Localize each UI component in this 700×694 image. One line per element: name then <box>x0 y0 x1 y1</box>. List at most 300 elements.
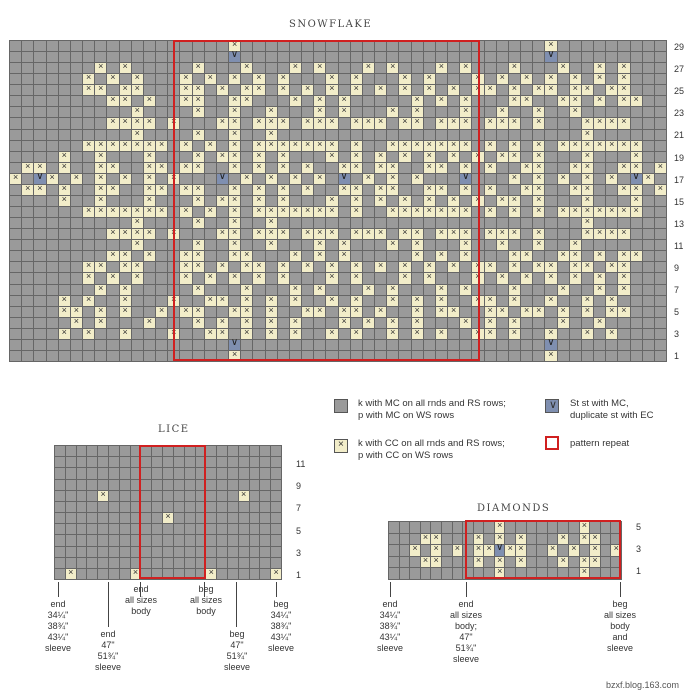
mc-stitch-cell <box>107 307 118 317</box>
mc-stitch-cell <box>152 547 162 557</box>
cc-stitch-cell <box>120 262 131 272</box>
mc-stitch-cell <box>77 569 87 579</box>
cc-stitch-cell <box>314 251 325 261</box>
mc-stitch-cell <box>399 285 410 295</box>
cc-stitch-cell <box>314 141 325 151</box>
mc-stitch-cell <box>643 85 654 95</box>
cc-stitch-cell <box>412 207 423 217</box>
mc-stitch-cell <box>442 534 452 545</box>
cc-stitch-cell <box>339 107 350 117</box>
lice-chart-grid <box>54 445 282 580</box>
mc-stitch-cell <box>156 229 167 239</box>
mc-stitch-cell <box>163 468 173 478</box>
mc-stitch-cell <box>22 318 33 328</box>
mc-stitch-cell <box>582 63 593 73</box>
cc-stitch-cell <box>436 118 447 128</box>
mc-stitch-cell <box>174 524 184 534</box>
cc-stitch-cell <box>570 273 581 283</box>
mc-stitch-cell <box>22 85 33 95</box>
mc-stitch-cell <box>34 273 45 283</box>
cc-stitch-cell <box>387 329 398 339</box>
mc-stitch-cell <box>278 41 289 51</box>
mc-stitch-cell <box>205 240 216 250</box>
cc-stitch-cell <box>436 329 447 339</box>
mc-stitch-cell <box>141 457 151 467</box>
mc-stitch-cell <box>163 535 173 545</box>
cc-stitch-cell <box>34 185 45 195</box>
cc-stitch-cell <box>180 207 191 217</box>
mc-stitch-cell <box>47 351 58 361</box>
mc-stitch-cell <box>47 329 58 339</box>
legend-cc-text: k with CC on all rnds and RS rows; p with CC on WS rows <box>358 438 505 461</box>
cc-stitch-cell <box>144 229 155 239</box>
cc-stitch-cell <box>421 557 431 568</box>
mc-stitch-cell <box>314 351 325 361</box>
mc-stitch-cell <box>424 285 435 295</box>
mc-stitch-cell <box>59 85 70 95</box>
cc-stitch-cell <box>180 185 191 195</box>
cc-stitch-cell <box>290 251 301 261</box>
mc-stitch-cell <box>363 251 374 261</box>
mc-stitch-cell <box>569 568 579 579</box>
mc-stitch-cell <box>618 351 629 361</box>
cc-stitch-cell <box>229 307 240 317</box>
cc-stitch-cell <box>558 285 569 295</box>
mc-stitch-cell <box>463 534 473 545</box>
mc-stitch-cell <box>47 74 58 84</box>
mc-stitch-cell <box>34 63 45 73</box>
cc-stitch-cell <box>460 185 471 195</box>
mc-stitch-cell <box>250 446 260 456</box>
cc-stitch-cell <box>655 185 666 195</box>
cc-stitch-cell <box>533 85 544 95</box>
mc-stitch-cell <box>217 52 228 62</box>
mc-stitch-cell <box>168 240 179 250</box>
mc-stitch-cell <box>594 41 605 51</box>
mc-stitch-cell <box>77 480 87 490</box>
cc-stitch-cell <box>436 207 447 217</box>
snowflake-row-number: 27 <box>674 64 685 75</box>
cc-stitch-cell <box>107 229 118 239</box>
mc-stitch-cell <box>55 524 65 534</box>
mc-stitch-cell <box>71 273 82 283</box>
mc-stitch-cell <box>87 480 97 490</box>
mc-stitch-cell <box>424 296 435 306</box>
mc-stitch-cell <box>206 502 216 512</box>
cc-stitch-cell <box>95 262 106 272</box>
mc-stitch-cell <box>606 152 617 162</box>
snowflake-row-number: 17 <box>674 174 685 185</box>
mc-stitch-cell <box>120 535 130 545</box>
mc-stitch-cell <box>558 229 569 239</box>
mc-stitch-cell <box>387 262 398 272</box>
cc-stitch-cell <box>594 96 605 106</box>
mc-stitch-cell <box>339 207 350 217</box>
mc-stitch-cell <box>533 340 544 350</box>
mc-stitch-cell <box>271 535 281 545</box>
mc-stitch-cell <box>163 524 173 534</box>
mc-stitch-cell <box>631 340 642 350</box>
mc-stitch-cell <box>66 524 76 534</box>
mc-stitch-cell <box>424 307 435 317</box>
mc-stitch-cell <box>109 457 119 467</box>
mc-stitch-cell <box>193 340 204 350</box>
mc-stitch-cell <box>168 307 179 317</box>
mc-stitch-cell <box>582 273 593 283</box>
mc-stitch-cell <box>497 251 508 261</box>
mc-stitch-cell <box>87 513 97 523</box>
cc-stitch-cell <box>594 207 605 217</box>
cc-stitch-cell <box>497 118 508 128</box>
lice-row-number: 1 <box>296 570 302 580</box>
mc-stitch-cell <box>217 480 227 490</box>
cc-stitch-cell <box>485 185 496 195</box>
cc-stitch-cell <box>290 296 301 306</box>
mc-stitch-cell <box>217 513 227 523</box>
cc-stitch-cell <box>107 251 118 261</box>
cc-stitch-cell <box>606 307 617 317</box>
mc-stitch-cell <box>606 273 617 283</box>
cc-stitch-cell <box>83 273 94 283</box>
mc-stitch-cell <box>412 351 423 361</box>
mc-stitch-cell <box>239 457 249 467</box>
mc-stitch-cell <box>497 41 508 51</box>
mc-stitch-cell <box>239 524 249 534</box>
mc-stitch-cell <box>168 141 179 151</box>
cc-stitch-cell <box>594 74 605 84</box>
cc-stitch-cell <box>436 163 447 173</box>
mc-stitch-cell <box>168 196 179 206</box>
mc-stitch-cell <box>400 545 410 556</box>
mc-stitch-cell <box>631 41 642 51</box>
mc-stitch-cell <box>132 351 143 361</box>
mc-stitch-cell <box>205 218 216 228</box>
mc-stitch-cell <box>34 41 45 51</box>
mc-stitch-cell <box>120 558 130 568</box>
mc-stitch-cell <box>545 118 556 128</box>
lice-row-number: 11 <box>296 459 306 469</box>
cc-stitch-cell <box>278 207 289 217</box>
mc-stitch-cell <box>205 307 216 317</box>
mc-stitch-cell <box>174 491 184 501</box>
cc-stitch-cell <box>241 174 252 184</box>
mc-stitch-cell <box>87 446 97 456</box>
mc-stitch-cell <box>412 74 423 84</box>
mc-stitch-cell <box>141 491 151 501</box>
mc-stitch-cell <box>545 218 556 228</box>
cc-stitch-cell <box>582 229 593 239</box>
mc-stitch-cell <box>87 547 97 557</box>
mc-stitch-cell <box>436 340 447 350</box>
cc-stitch-cell <box>387 296 398 306</box>
mc-stitch-cell <box>278 285 289 295</box>
mc-stitch-cell <box>152 480 162 490</box>
mc-stitch-cell <box>168 63 179 73</box>
mc-stitch-cell <box>618 41 629 51</box>
cc-stitch-cell <box>497 74 508 84</box>
mc-stitch-cell <box>533 285 544 295</box>
cc-stitch-cell <box>217 85 228 95</box>
cc-stitch-cell <box>180 307 191 317</box>
mc-stitch-cell <box>472 351 483 361</box>
mc-stitch-cell <box>655 307 666 317</box>
mc-stitch-cell <box>472 307 483 317</box>
mc-stitch-cell <box>59 229 70 239</box>
cc-stitch-cell <box>387 207 398 217</box>
mc-stitch-cell <box>34 262 45 272</box>
cc-stitch-cell <box>266 240 277 250</box>
mc-stitch-cell <box>570 285 581 295</box>
mc-stitch-cell <box>163 457 173 467</box>
mc-stitch-cell <box>228 491 238 501</box>
mc-stitch-cell <box>643 96 654 106</box>
mc-stitch-cell <box>545 307 556 317</box>
cc-stitch-cell <box>412 118 423 128</box>
mc-stitch-cell <box>463 545 473 556</box>
mc-stitch-cell <box>55 547 65 557</box>
mc-stitch-cell <box>472 207 483 217</box>
cc-stitch-cell <box>509 207 520 217</box>
mc-stitch-cell <box>22 229 33 239</box>
cc-stitch-cell <box>399 85 410 95</box>
mc-stitch-cell <box>326 163 337 173</box>
mc-stitch-cell <box>412 63 423 73</box>
mc-stitch-cell <box>266 52 277 62</box>
mc-stitch-cell <box>22 329 33 339</box>
mc-stitch-cell <box>217 240 228 250</box>
mc-stitch-cell <box>196 457 206 467</box>
cc-stitch-cell <box>144 318 155 328</box>
mc-stitch-cell <box>95 107 106 117</box>
mc-stitch-cell <box>141 513 151 523</box>
mc-stitch-cell <box>196 480 206 490</box>
mc-stitch-cell <box>205 107 216 117</box>
cc-stitch-cell <box>168 329 179 339</box>
mc-stitch-cell <box>87 558 97 568</box>
mc-stitch-cell <box>606 340 617 350</box>
mc-stitch-cell <box>66 446 76 456</box>
cc-stitch-cell <box>290 141 301 151</box>
cc-stitch-cell <box>83 141 94 151</box>
mc-stitch-cell <box>399 351 410 361</box>
cc-stitch-cell <box>545 85 556 95</box>
mc-stitch-cell <box>399 296 410 306</box>
mc-stitch-cell <box>533 318 544 328</box>
mc-stitch-cell <box>424 329 435 339</box>
cc-stitch-cell <box>509 63 520 73</box>
mc-stitch-cell <box>22 340 33 350</box>
cc-stitch-cell <box>618 163 629 173</box>
duplicate-stitch-cell <box>229 52 240 62</box>
cc-stitch-cell <box>485 163 496 173</box>
mc-stitch-cell <box>399 307 410 317</box>
cc-stitch-cell <box>548 545 558 556</box>
mc-stitch-cell <box>655 296 666 306</box>
mc-stitch-cell <box>606 240 617 250</box>
mc-stitch-cell <box>47 251 58 261</box>
mc-stitch-cell <box>314 185 325 195</box>
mc-stitch-cell <box>363 74 374 84</box>
mc-stitch-cell <box>241 141 252 151</box>
mc-stitch-cell <box>351 41 362 51</box>
cc-stitch-cell <box>205 329 216 339</box>
snowflake-row-number: 1 <box>674 351 680 362</box>
cc-stitch-cell <box>107 96 118 106</box>
mc-stitch-cell <box>570 307 581 317</box>
mc-stitch-cell <box>83 41 94 51</box>
cc-stitch-cell <box>594 141 605 151</box>
mc-stitch-cell <box>22 130 33 140</box>
mc-stitch-cell <box>71 351 82 361</box>
cc-stitch-cell <box>95 207 106 217</box>
mc-stitch-cell <box>363 85 374 95</box>
mc-stitch-cell <box>497 318 508 328</box>
mc-stitch-cell <box>228 468 238 478</box>
cc-stitch-cell <box>107 185 118 195</box>
mc-stitch-cell <box>271 457 281 467</box>
mc-stitch-cell <box>22 52 33 62</box>
mc-stitch-cell <box>47 262 58 272</box>
mc-stitch-cell <box>141 535 151 545</box>
mc-stitch-cell <box>10 107 21 117</box>
mc-stitch-cell <box>47 85 58 95</box>
mc-stitch-cell <box>448 96 459 106</box>
duplicate-stitch-cell <box>217 174 228 184</box>
mc-stitch-cell <box>389 534 399 545</box>
diamonds-row-number: 5 <box>636 522 642 532</box>
mc-stitch-cell <box>436 74 447 84</box>
lice-annotation: end 47" 51¾" sleeve <box>94 629 121 672</box>
mc-stitch-cell <box>217 535 227 545</box>
mc-stitch-cell <box>351 96 362 106</box>
cc-stitch-cell <box>521 185 532 195</box>
cc-stitch-cell <box>120 229 131 239</box>
cc-stitch-cell <box>472 85 483 95</box>
mc-stitch-cell <box>643 74 654 84</box>
mc-stitch-cell <box>120 480 130 490</box>
cc-stitch-cell <box>436 251 447 261</box>
mc-stitch-cell <box>314 340 325 350</box>
mc-stitch-cell <box>239 468 249 478</box>
mc-stitch-cell <box>601 557 611 568</box>
mc-stitch-cell <box>71 118 82 128</box>
mc-stitch-cell <box>71 130 82 140</box>
cc-stitch-cell <box>107 163 118 173</box>
mc-stitch-cell <box>643 251 654 261</box>
cc-stitch-cell <box>326 207 337 217</box>
mc-stitch-cell <box>71 141 82 151</box>
mc-stitch-cell <box>59 107 70 117</box>
mc-stitch-cell <box>521 285 532 295</box>
mc-stitch-cell <box>152 457 162 467</box>
cc-stitch-cell <box>521 163 532 173</box>
cc-stitch-cell <box>229 163 240 173</box>
cc-stitch-cell <box>509 296 520 306</box>
mc-stitch-cell <box>412 52 423 62</box>
cc-stitch-cell <box>156 207 167 217</box>
mc-stitch-cell <box>109 535 119 545</box>
mc-stitch-cell <box>594 296 605 306</box>
mc-stitch-cell <box>278 52 289 62</box>
mc-stitch-cell <box>205 174 216 184</box>
cc-stitch-cell <box>95 85 106 95</box>
mc-stitch-cell <box>448 273 459 283</box>
mc-stitch-cell <box>10 262 21 272</box>
mc-stitch-cell <box>594 174 605 184</box>
lice-row-number: 9 <box>296 481 302 492</box>
mc-stitch-cell <box>260 569 270 579</box>
mc-stitch-cell <box>472 218 483 228</box>
mc-stitch-cell <box>497 52 508 62</box>
cc-stitch-cell <box>495 568 505 579</box>
cc-stitch-cell <box>351 273 362 283</box>
cc-stitch-cell <box>387 240 398 250</box>
cc-stitch-cell <box>375 229 386 239</box>
mc-stitch-cell <box>472 229 483 239</box>
mc-stitch-cell <box>655 329 666 339</box>
mc-stitch-cell <box>314 329 325 339</box>
mc-stitch-cell <box>601 522 611 533</box>
mc-stitch-cell <box>131 491 141 501</box>
mc-stitch-cell <box>107 318 118 328</box>
mc-stitch-cell <box>10 52 21 62</box>
mc-stitch-cell <box>266 41 277 51</box>
mc-stitch-cell <box>206 513 216 523</box>
mc-stitch-cell <box>643 285 654 295</box>
mc-stitch-cell <box>168 351 179 361</box>
mc-stitch-cell <box>271 513 281 523</box>
mc-stitch-cell <box>109 558 119 568</box>
mc-stitch-cell <box>132 296 143 306</box>
mc-stitch-cell <box>174 457 184 467</box>
mc-stitch-cell <box>152 558 162 568</box>
mc-stitch-cell <box>228 502 238 512</box>
mc-stitch-cell <box>120 41 131 51</box>
mc-stitch-cell <box>47 307 58 317</box>
cc-stitch-cell <box>363 318 374 328</box>
cc-stitch-cell <box>558 141 569 151</box>
mc-stitch-cell <box>399 96 410 106</box>
mc-stitch-cell <box>83 174 94 184</box>
mc-stitch-cell <box>537 534 547 545</box>
cc-stitch-cell <box>594 318 605 328</box>
mc-stitch-cell <box>266 85 277 95</box>
cc-stitch-cell <box>412 174 423 184</box>
mc-stitch-cell <box>472 340 483 350</box>
mc-stitch-cell <box>168 41 179 51</box>
mc-stitch-cell <box>217 130 228 140</box>
mc-stitch-cell <box>339 285 350 295</box>
mc-stitch-cell <box>271 480 281 490</box>
mc-stitch-cell <box>205 351 216 361</box>
mc-stitch-cell <box>351 240 362 250</box>
cc-stitch-cell <box>351 163 362 173</box>
mc-stitch-cell <box>34 207 45 217</box>
mc-stitch-cell <box>302 240 313 250</box>
cc-stitch-cell <box>205 74 216 84</box>
mc-stitch-cell <box>250 547 260 557</box>
mc-stitch-cell <box>156 96 167 106</box>
cc-stitch-cell <box>168 229 179 239</box>
cc-stitch-cell <box>83 329 94 339</box>
mc-stitch-cell <box>250 535 260 545</box>
cc-stitch-cell <box>436 229 447 239</box>
mc-stitch-cell <box>174 446 184 456</box>
mc-stitch-cell <box>260 513 270 523</box>
mc-stitch-cell <box>290 340 301 350</box>
mc-stitch-cell <box>217 41 228 51</box>
mc-stitch-cell <box>83 351 94 361</box>
